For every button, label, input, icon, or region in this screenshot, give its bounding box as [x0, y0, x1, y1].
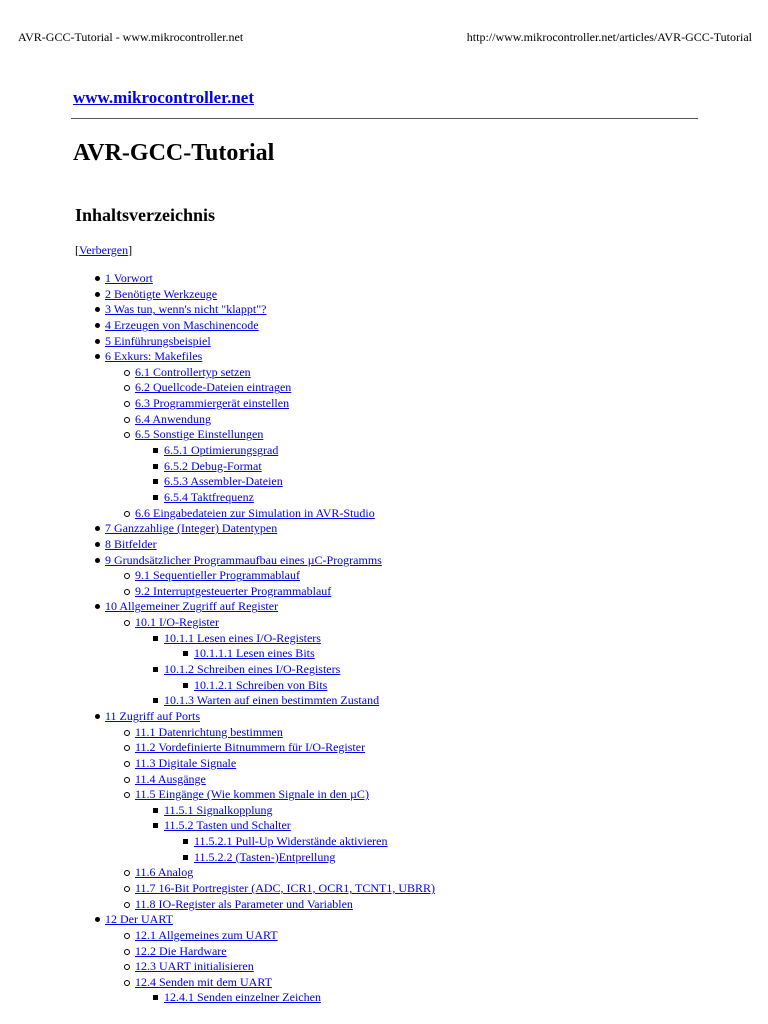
disc-bullet-icon: [94, 349, 104, 365]
circle-bullet-icon: [123, 568, 133, 584]
toc-link[interactable]: 2 Benötigte Werkzeuge: [105, 286, 218, 301]
square-bullet-icon: [152, 490, 162, 506]
square-bullet-icon: [152, 459, 162, 475]
toc-link[interactable]: 10.1 I/O-Register: [135, 615, 219, 630]
toc-link[interactable]: 11.2 Vordefinierte Bitnummern für I/O-Register: [135, 740, 366, 755]
toc-link[interactable]: 10.1.1 Lesen eines I/O-Registers: [164, 630, 321, 645]
toc-link[interactable]: 6 Exkurs: Makefiles: [105, 349, 203, 364]
toc-link[interactable]: 9.1 Sequentieller Programmablauf: [135, 568, 300, 583]
toc-link[interactable]: 5 Einführungsbeispiel: [105, 333, 211, 348]
disc-bullet-icon: [94, 521, 104, 537]
toc-link[interactable]: 7 Ganzzahlige (Integer) Datentypen: [105, 521, 278, 536]
toc-link[interactable]: 11.5.2.1 Pull-Up Widerstände aktivieren: [194, 834, 388, 849]
circle-bullet-icon: [123, 959, 133, 975]
circle-bullet-icon: [123, 725, 133, 741]
toc-link[interactable]: 6.1 Controllertyp setzen: [135, 364, 251, 379]
circle-bullet-icon: [123, 975, 133, 991]
square-bullet-icon: [182, 678, 192, 694]
toc-link[interactable]: 9 Grundsätzlicher Programmaufbau eines µC-Programms: [105, 552, 382, 567]
disc-bullet-icon: [94, 271, 104, 287]
toc-heading: Inhaltsverzeichnis: [75, 205, 216, 225]
circle-bullet-icon: [123, 584, 133, 600]
square-bullet-icon: [152, 474, 162, 490]
toc-link[interactable]: 6.5.3 Assembler-Dateien: [164, 474, 283, 489]
circle-bullet-icon: [123, 944, 133, 960]
toc-link[interactable]: 6.5.4 Taktfrequenz: [164, 489, 254, 504]
circle-bullet-icon: [123, 396, 133, 412]
toc-link[interactable]: 11.7 16-Bit Portregister (ADC, ICR1, OCR1, TCNT1, UBRR): [135, 880, 436, 895]
toc-link[interactable]: 6.2 Quellcode-Dateien eintragen: [135, 380, 292, 395]
toc-link[interactable]: 11.5 Eingänge (Wie kommen Signale in den µC): [135, 787, 369, 802]
disc-bullet-icon: [94, 709, 104, 725]
toc-link[interactable]: 12.4.1 Senden einzelner Zeichen: [164, 990, 321, 1005]
circle-bullet-icon: [123, 380, 133, 396]
print-header-title: AVR-GCC-Tutorial - www.mikrocontroller.net: [18, 30, 244, 44]
toc-link[interactable]: 11.1 Datenrichtung bestimmen: [135, 724, 283, 739]
toc-link[interactable]: 10.1.2.1 Schreiben von Bits: [194, 677, 328, 692]
toc-toggle-open-bracket: [: [75, 243, 79, 257]
square-bullet-icon: [182, 834, 192, 850]
toc-link[interactable]: 12.1 Allgemeines zum UART: [135, 927, 278, 942]
toc-link[interactable]: 10.1.1.1 Lesen eines Bits: [194, 646, 315, 661]
toc-link[interactable]: 6.6 Eingabedateien zur Simulation in AVR-Studio: [135, 505, 375, 520]
square-bullet-icon: [152, 631, 162, 647]
disc-bullet-icon: [94, 912, 104, 928]
toc-link[interactable]: 11.5.2 Tasten und Schalter: [164, 818, 291, 833]
circle-bullet-icon: [123, 772, 133, 788]
square-bullet-icon: [152, 818, 162, 834]
square-bullet-icon: [152, 803, 162, 819]
circle-bullet-icon: [123, 881, 133, 897]
toc-toggle: [75, 243, 132, 258]
square-bullet-icon: [152, 693, 162, 709]
circle-bullet-icon: [123, 787, 133, 803]
circle-bullet-icon: [123, 756, 133, 772]
toc-link[interactable]: 9.2 Interruptgesteuerter Programmablauf: [135, 583, 332, 598]
disc-bullet-icon: [94, 537, 104, 553]
disc-bullet-icon: [94, 318, 104, 334]
toc-link[interactable]: 6.5 Sonstige Einstellungen: [135, 427, 264, 442]
toc-link[interactable]: 8 Bitfelder: [105, 536, 157, 551]
square-bullet-icon: [152, 990, 162, 1006]
circle-bullet-icon: [123, 897, 133, 913]
toc-link[interactable]: 11.5.2.2 (Tasten-)Entprellung: [194, 849, 336, 864]
toc-toggle-close-bracket: ]: [128, 243, 133, 257]
toc-link[interactable]: 11.5.1 Signalkopplung: [164, 802, 273, 817]
toc-link[interactable]: 6.5.1 Optimierungsgrad: [164, 443, 279, 458]
toc-link[interactable]: 12 Der UART: [105, 912, 173, 927]
square-bullet-icon: [152, 662, 162, 678]
toc-link[interactable]: 12.3 UART initialisieren: [135, 959, 254, 974]
toc-link[interactable]: 10.1.2 Schreiben eines I/O-Registers: [164, 662, 341, 677]
disc-bullet-icon: [94, 287, 104, 303]
site-home-link[interactable]: www.mikrocontroller.net: [73, 88, 255, 107]
toc-link[interactable]: 11.3 Digitale Signale: [135, 755, 237, 770]
toc-link[interactable]: 6.5.2 Debug-Format: [164, 458, 262, 473]
circle-bullet-icon: [123, 427, 133, 443]
page-title: AVR-GCC-Tutorial: [73, 140, 275, 166]
circle-bullet-icon: [123, 506, 133, 522]
circle-bullet-icon: [123, 615, 133, 631]
circle-bullet-icon: [123, 412, 133, 428]
toc-link[interactable]: 4 Erzeugen von Maschinencode: [105, 317, 259, 332]
disc-bullet-icon: [94, 334, 104, 350]
disc-bullet-icon: [94, 599, 104, 615]
print-header-url: http://www.mikrocontroller.net/articles/AVR-GCC-Tutorial: [466, 30, 752, 44]
header-divider: [71, 118, 698, 119]
circle-bullet-icon: [123, 865, 133, 881]
toc-link[interactable]: 6.4 Anwendung: [135, 411, 211, 426]
square-bullet-icon: [182, 646, 192, 662]
circle-bullet-icon: [123, 740, 133, 756]
toc-link[interactable]: 6.3 Programmiergerät einstellen: [135, 396, 290, 411]
toc-link[interactable]: 10.1.3 Warten auf einen bestimmten Zustand: [164, 693, 380, 708]
toc-link[interactable]: 1 Vorwort: [105, 271, 153, 285]
toc-link[interactable]: 3 Was tun, wenn's nicht "klappt"?: [105, 302, 267, 317]
toc-link[interactable]: 10 Allgemeiner Zugriff auf Register: [105, 599, 279, 614]
circle-bullet-icon: [123, 928, 133, 944]
toc-link[interactable]: 11.8 IO-Register als Parameter und Variablen: [135, 896, 353, 911]
toc-link[interactable]: 11.6 Analog: [135, 865, 194, 880]
toc-link[interactable]: 12.4 Senden mit dem UART: [135, 974, 272, 989]
toc-link[interactable]: 12.2 Die Hardware: [135, 943, 227, 958]
circle-bullet-icon: [123, 365, 133, 381]
toc-link[interactable]: 11 Zugriff auf Ports: [105, 708, 200, 723]
disc-bullet-icon: [94, 553, 104, 569]
square-bullet-icon: [152, 443, 162, 459]
square-bullet-icon: [182, 850, 192, 866]
toc-hide-link[interactable]: Verbergen: [79, 243, 129, 257]
disc-bullet-icon: [94, 302, 104, 318]
toc-link[interactable]: 11.4 Ausgänge: [135, 771, 206, 786]
